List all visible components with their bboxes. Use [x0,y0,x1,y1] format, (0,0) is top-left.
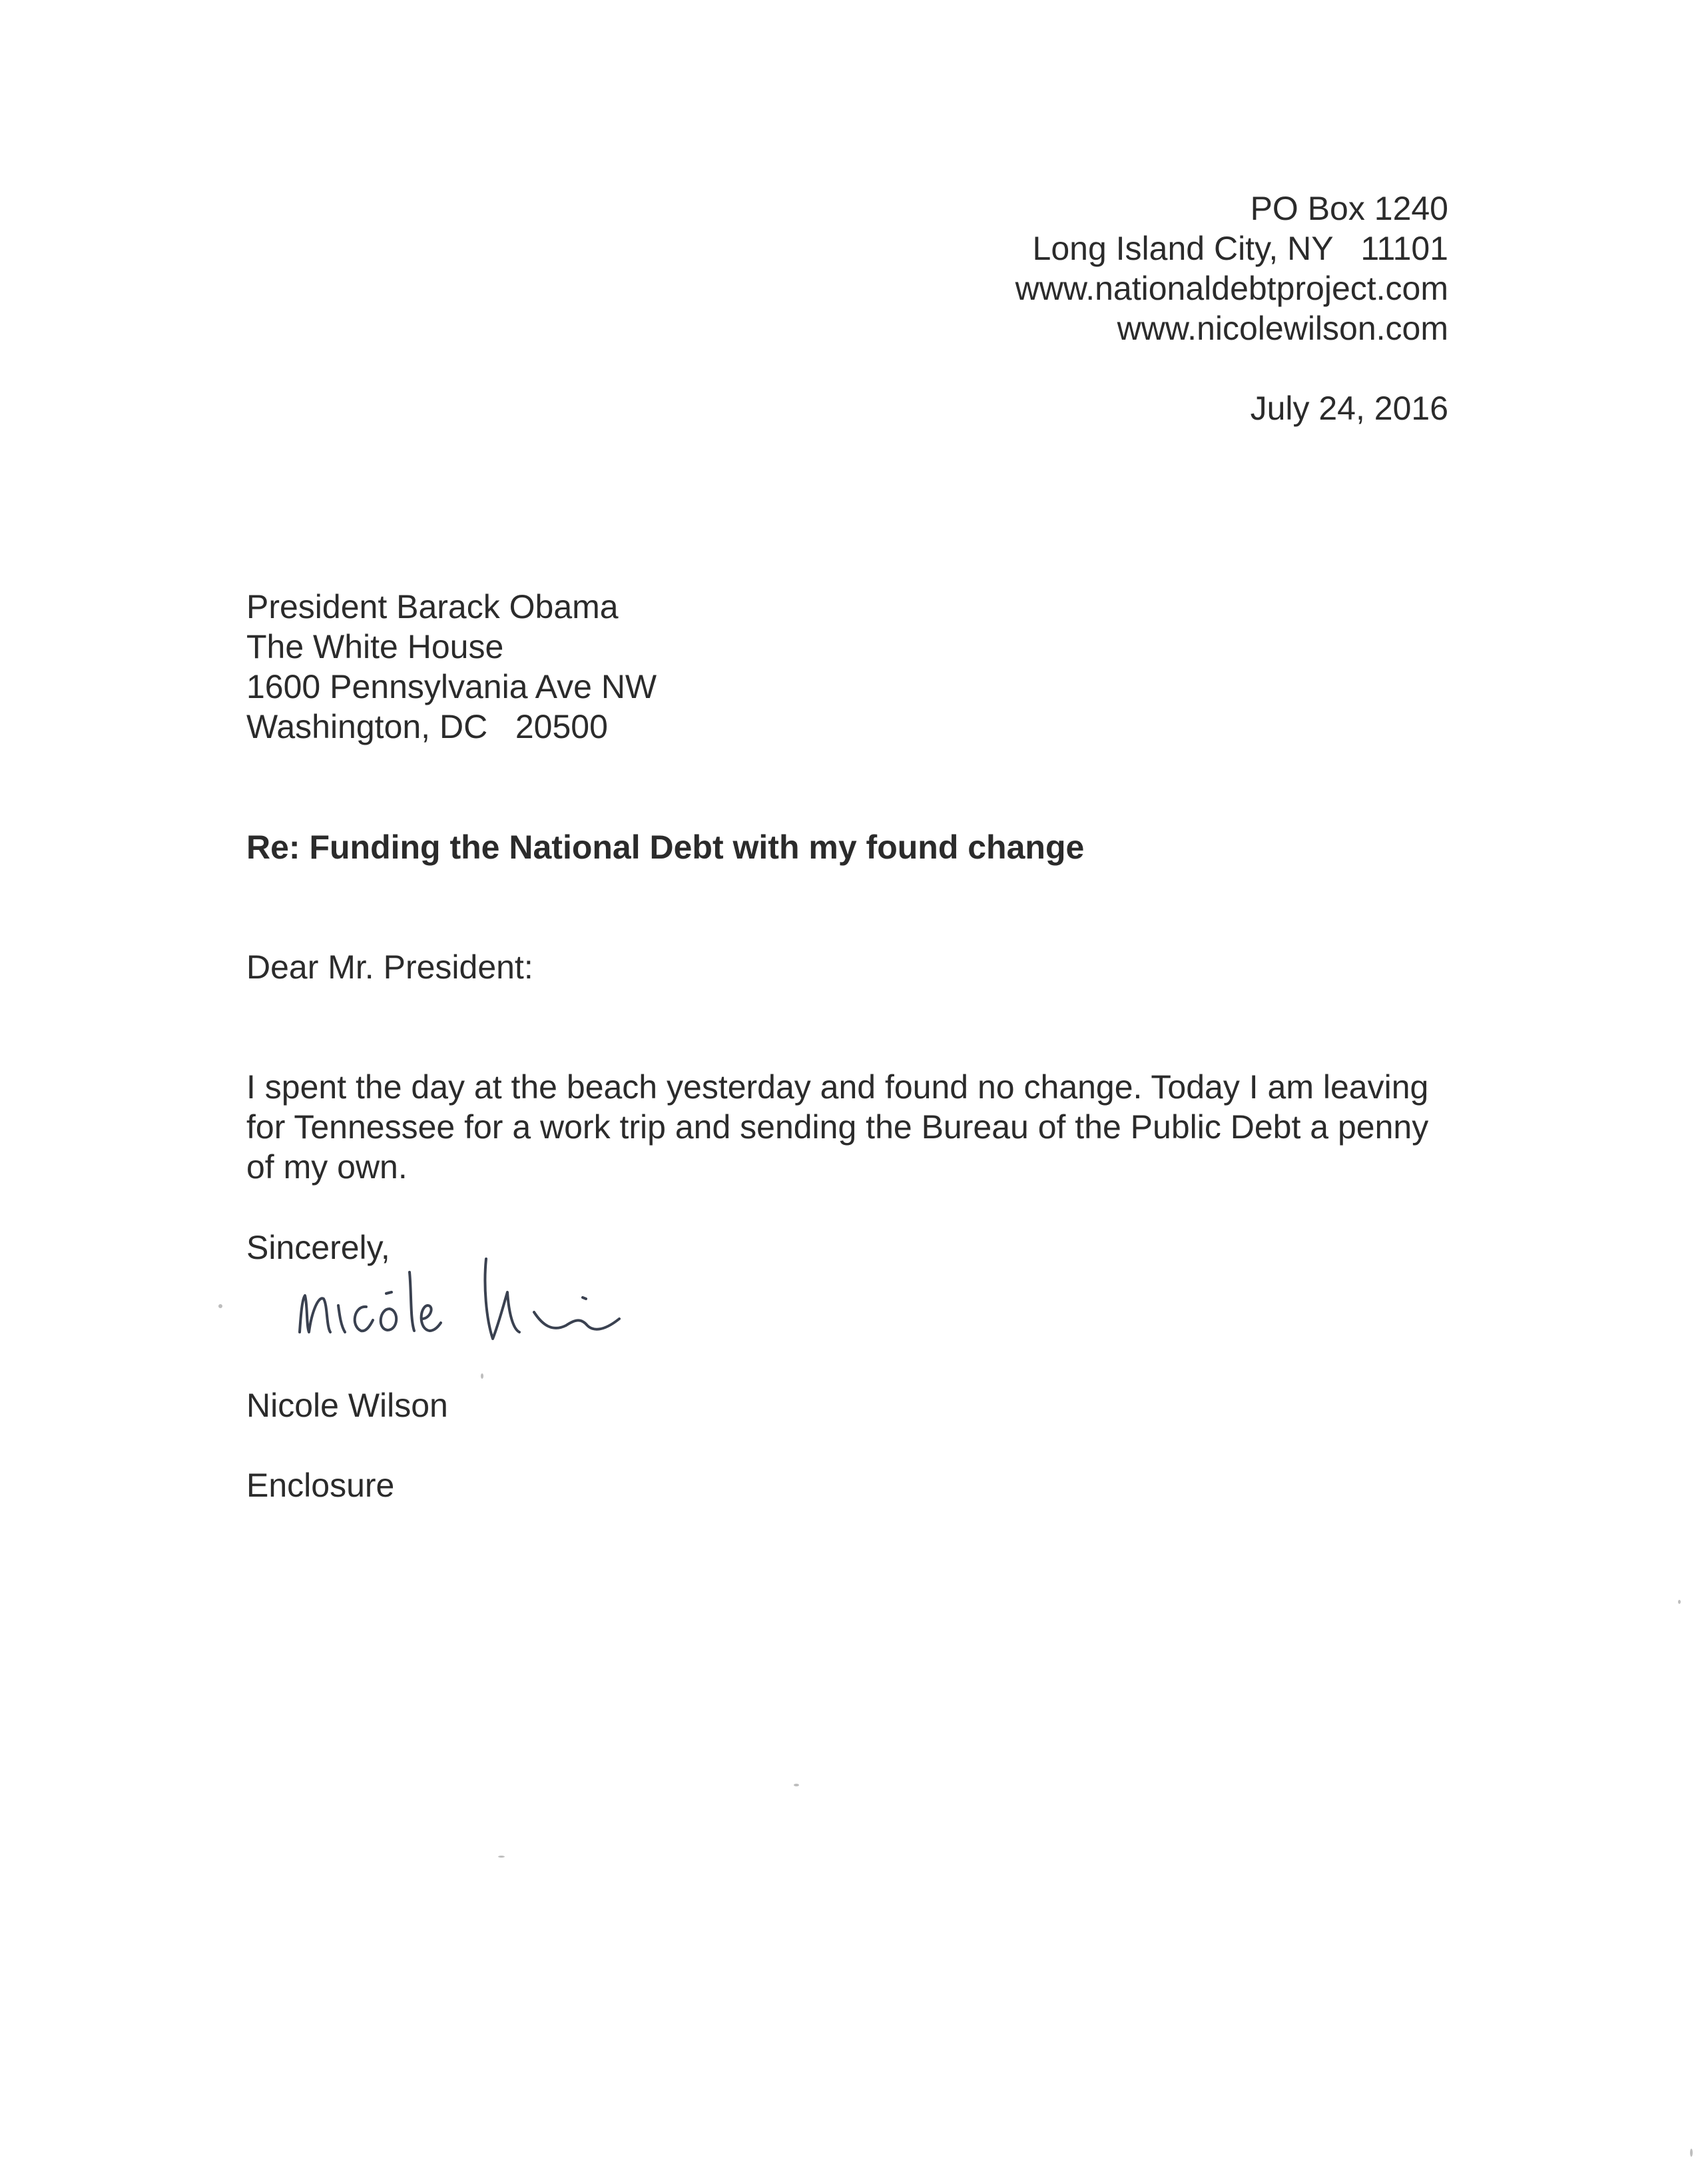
body-line: I spent the day at the beach yesterday and found no change. Today I am leaving [246,1068,1429,1106]
recipient-organization: The White House [246,628,504,665]
recipient-street: 1600 Pennsylvania Ave NW [246,668,657,705]
recipient-address-block [246,587,657,747]
scan-speck [1690,2149,1693,2157]
scan-speck [218,1304,222,1308]
scan-speck [481,1373,483,1379]
salutation: Dear Mr. President: [246,948,533,986]
signer-name: Nicole Wilson [246,1387,448,1424]
subject-line: Re: Funding the National Debt with my found change [246,829,1085,866]
handwritten-signature [286,1232,673,1365]
enclosure-notation: Enclosure [246,1467,395,1504]
closing: Sincerely, [246,1229,390,1266]
body-line: of my own. [246,1148,408,1186]
scan-speck [1678,1600,1681,1604]
sender-city-state-zip: Long Island City, NY 11101 [1032,230,1448,267]
sender-website-1: www.nationaldebtproject.com [1015,270,1448,307]
letter-date: July 24, 2016 [1250,390,1448,427]
body-line: for Tennessee for a work trip and sending the Bureau of the Public Debt a penny [246,1108,1429,1146]
sender-website-2: www.nicolewilson.com [1117,310,1448,347]
body-paragraph [246,1067,1445,1187]
scan-speck [794,1784,799,1786]
recipient-city-state-zip: Washington, DC 20500 [246,708,608,745]
recipient-name: President Barack Obama [246,588,619,625]
sender-po-box: PO Box 1240 [1250,190,1448,227]
sender-address-block [1015,188,1448,348]
scan-speck [498,1856,505,1858]
